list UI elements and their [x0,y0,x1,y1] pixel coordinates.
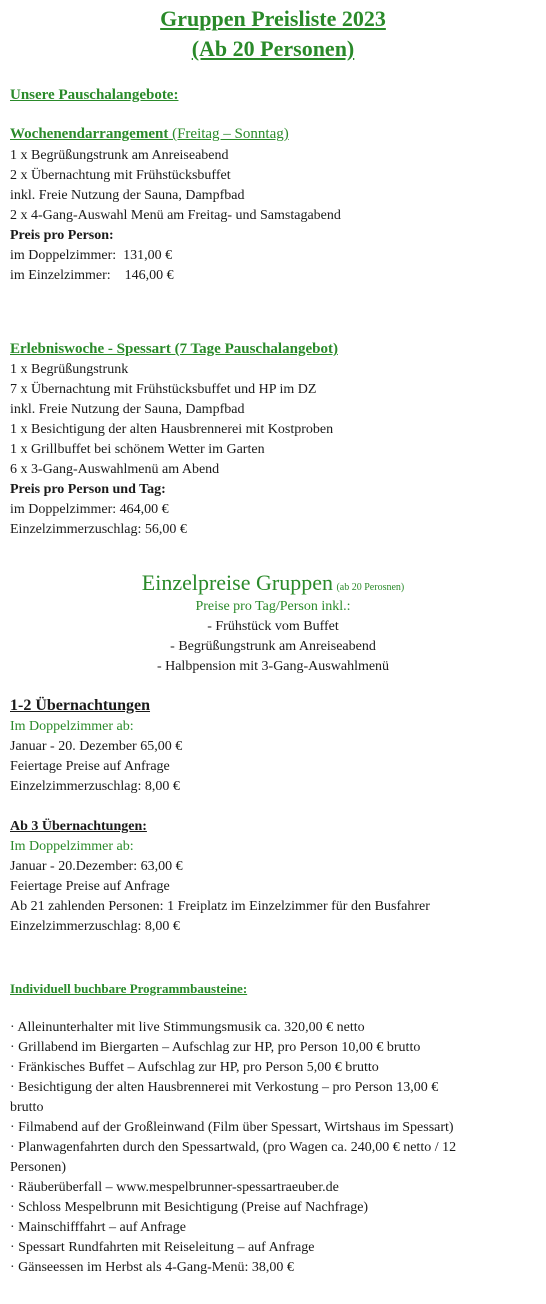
n3-line: Feiertage Preise auf Anfrage [10,879,170,894]
weekend-heading-rest: (Freitag – Sonntag) [168,126,289,142]
program-item: · Filmabend auf der Großleinwand (Film über Spessart, Wirtshaus im Spessart) [10,1120,454,1135]
program-item: brutto [10,1100,44,1115]
program-item: · Alleinunterhalter mit live Stimmungsmusik ca. 320,00 € netto [10,1020,365,1035]
weekend-single-price: im Einzelzimmer: 146,00 € [10,268,174,283]
n12-line: Einzelzimmerzuschlag: 8,00 € [10,779,180,794]
week-line: 1 x Begrüßungstrunk [10,362,129,377]
einzel-heading-note: (ab 20 Perosnen) [336,582,405,593]
n3-line: Januar - 20.Dezember: 63,00 € [10,859,183,874]
program-item: · Gänseessen im Herbst als 4-Gang-Menü: 38,00 € [10,1260,294,1275]
program-item: · Fränkisches Buffet – Aufschlag zur HP, pro Person 5,00 € brutto [10,1060,379,1075]
week-line: 7 x Übernachtung mit Frühstücksbuffet und HP im DZ [10,382,317,397]
week-single-supplement: Einzelzimmerzuschlag: 56,00 € [10,522,187,537]
n12-line: Januar - 20. Dezember 65,00 € [10,739,183,754]
weekend-double-price: im Doppelzimmer: 131,00 € [10,248,173,263]
week-line: 1 x Besichtigung der alten Hausbrennerei mit Kostproben [10,422,334,437]
program-item: Personen) [10,1160,66,1175]
n3-line: Einzelzimmerzuschlag: 8,00 € [10,919,180,934]
weekend-line: inkl. Freie Nutzung der Sauna, Dampfbad [10,188,245,203]
weekend-heading [10,124,289,144]
einzel-item: - Begrüßungstrunk am Anreiseabend [170,639,376,654]
weekend-line: 1 x Begrüßungstrunk am Anreiseabend [10,148,229,163]
program-item: · Mainschifffahrt – auf Anfrage [10,1220,186,1235]
week-line: inkl. Freie Nutzung der Sauna, Dampfbad [10,402,245,417]
program-item: · Räuberüberfall – www.mespelbrunner-spessartraeuber.de [10,1180,339,1195]
week-price-label: Preis pro Person und Tag: [10,482,166,497]
program-item: · Planwagenfahrten durch den Spessartwald, (pro Wagen ca. 240,00 € netto / 12 [10,1140,457,1155]
week-double-price: im Doppelzimmer: 464,00 € [10,502,169,517]
n3-line: Ab 21 zahlenden Personen: 1 Freiplatz im Einzelzimmer für den Busfahrer [10,899,430,914]
week-line: 1 x Grillbuffet bei schönem Wetter im Garten [10,442,265,457]
weekend-line: 2 x 4-Gang-Auswahl Menü am Freitag- und Samstagabend [10,208,341,223]
week-line: 6 x 3-Gang-Auswahlmenü am Abend [10,462,220,477]
einzel-item: - Halbpension mit 3-Gang-Auswahlmenü [156,659,390,674]
program-item: · Spessart Rundfahrten mit Reiseleitung – auf Anfrage [10,1240,315,1255]
week-heading: Erlebniswoche - Spessart (7 Tage Pauschalangebot) [10,341,338,357]
n12-line: Feiertage Preise auf Anfrage [10,759,170,774]
program-item: · Besichtigung der alten Hausbrennerei mit Verkostung – pro Person 13,00 € [10,1080,439,1095]
n12-subheading: Im Doppelzimmer ab: [10,719,134,734]
n3-heading: Ab 3 Übernachtungen: [10,819,147,834]
program-item: · Schloss Mespelbrunn mit Besichtigung (Preise auf Nachfrage) [10,1200,369,1215]
einzel-item: - Frühstück vom Buffet [207,619,339,634]
page-title-line2: (Ab 20 Personen) [191,36,355,61]
weekend-heading-bold: Wochenendarrangement [10,126,169,142]
weekend-price-label: Preis pro Person: [10,228,114,243]
pauschal-heading: Unsere Pauschalangebote: [10,87,179,103]
weekend-line: 2 x Übernachtung mit Frühstücksbuffet [10,168,231,183]
n12-heading: 1-2 Übernachtungen [10,697,151,714]
program-item: · Grillabend im Biergarten – Aufschlag zur HP, pro Person 10,00 € brutto [10,1040,421,1055]
einzel-subheading: Preise pro Tag/Person inkl.: [195,599,351,614]
page-title-line1: Gruppen Preisliste 2023 [160,6,386,31]
einzel-heading-main: Einzelpreise Gruppen [141,570,333,595]
program-heading: Individuell buchbare Programmbausteine: [10,981,248,996]
n3-subheading: Im Doppelzimmer ab: [10,839,134,854]
